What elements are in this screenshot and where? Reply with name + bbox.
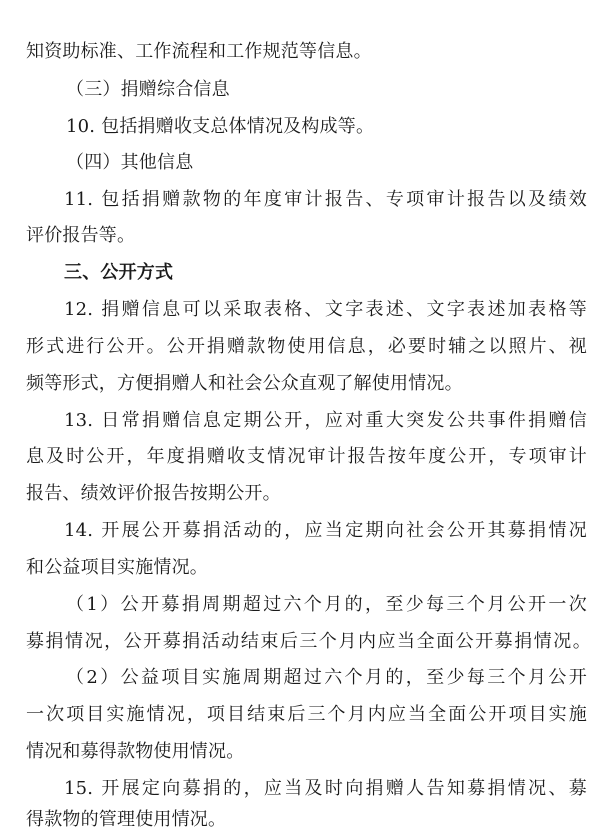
clause-13-line-1: 13. 日常捐赠信息定期公开，应对重大突发公共事件捐赠信	[64, 410, 587, 431]
subheading-donation-summary: （三）捐赠综合信息	[66, 79, 230, 100]
clause-11-line-2: 评价报告等。	[26, 225, 136, 246]
clause-14-line-2: 和公益项目实施情况。	[26, 557, 208, 578]
clause-13-line-3: 报告、绩效评价报告按期公开。	[26, 483, 281, 504]
clause-12-line-3: 频等形式，方便捐赠人和社会公众直观了解使用情况。	[26, 373, 463, 394]
clause-12-line-2: 形式进行公开。公开捐赠款物使用信息，必要时辅之以照片、视	[26, 336, 587, 357]
clause-14-item-1-line-2: 募捐情况，公开募捐活动结束后三个月内应当全面公开募捐情况。	[26, 631, 591, 652]
clause-15-line-2: 得款物的管理使用情况。	[26, 809, 227, 830]
clause-14-item-2-line-1: （2）公益项目实施周期超过六个月的，至少每三个月公开	[66, 667, 587, 688]
clause-14-item-2-line-3: 情况和募得款物使用情况。	[26, 741, 245, 762]
clause-14-item-1-line-1: （1）公开募捐周期超过六个月的，至少每三个月公开一次	[66, 594, 587, 615]
clause-14-line-1: 14. 开展公开募捐活动的，应当定期向社会公开其募捐情况	[64, 520, 587, 541]
text-line-continuation: 知资助标准、工作流程和工作规范等信息。	[26, 41, 372, 62]
subheading-other-info: （四）其他信息	[66, 152, 194, 173]
clause-10: 10. 包括捐赠收支总体情况及构成等。	[66, 116, 375, 137]
clause-14-item-2-line-2: 一次项目实施情况，项目结束后三个月内应当全面公开项目实施	[26, 704, 587, 725]
clause-12-line-1: 12. 捐赠信息可以采取表格、文字表述、文字表述加表格等	[64, 299, 587, 320]
clause-13-line-2: 息及时公开，年度捐赠收支情况审计报告按年度公开，专项审计	[26, 446, 587, 467]
clause-11-line-1: 11. 包括捐赠款物的年度审计报告、专项审计报告以及绩效	[64, 189, 587, 210]
clause-15-line-1: 15. 开展定向募捐的，应当及时向捐赠人告知募捐情况、募	[64, 778, 587, 799]
section-heading-disclosure-method: 三、公开方式	[64, 262, 174, 283]
